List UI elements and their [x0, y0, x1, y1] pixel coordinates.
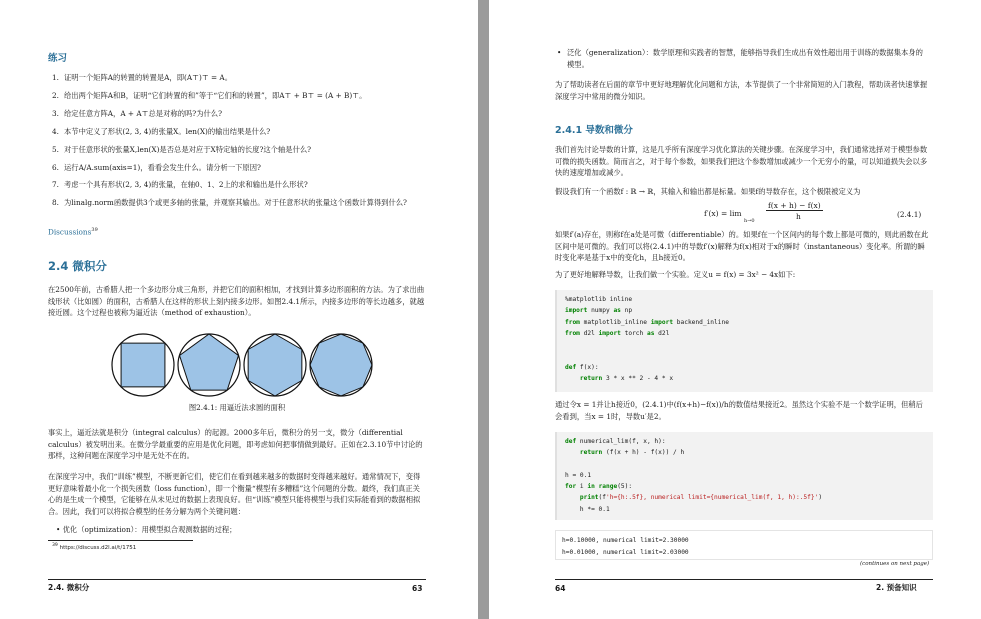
exercise-number: 4.: [52, 126, 59, 136]
section-title: 2.4 微积分: [48, 259, 107, 273]
paragraph-limit: 通过令x = 1并让h接近0，(2.4.1)中(f(x+h)−f(x))/h的数值结果接近2。虽然这个实验不是一个数学证明，但稍后会看到，当x = 1时，导数u′是2。: [555, 400, 923, 421]
exercise-text: 本节中定义了形状(2, 3, 4)的张量X。len(X)的输出结果是什么?: [64, 126, 271, 136]
code-line: from d2l import torch as d2l: [565, 329, 670, 337]
code-line: print(f'h={h:.5f}, numerical limit={numerical_lim(f, 1, h):.5f}'): [579, 494, 823, 502]
exercise-number: 8.: [52, 198, 59, 208]
exercise-item: [48, 126, 438, 137]
bullet-optimization: • 优化（optimization）：用模型拟合观测数据的过程；: [56, 525, 237, 534]
footnote-rule: [48, 540, 193, 541]
exercise-item: [48, 197, 438, 208]
code-line: %matplotlib inline: [565, 296, 633, 303]
paragraph-differentiable: 如果f′(a)存在，则称f在a处是可微（differentiable）的。如果f在一个区间内的每个数上都是可微的，则此函数在此区间中是可微的。我们可以将(2.4.1)中的导数f′(x)解释为f(x)相对于x的瞬时（instantaneous）变化率。所谓的瞬时变化率是基于x中的变化h，且h接近0。: [555, 230, 929, 263]
exercise-text: 为linalg.norm函数提供3个或更多轴的张量，并观察其输出。对于任意形状的张量这个函数计算得到什么?: [64, 198, 407, 208]
page-number: 63: [412, 584, 423, 593]
exercises-heading: 练习: [48, 53, 68, 64]
footer-chapter: 2. 预备知识: [876, 583, 917, 592]
right-page: • 泛化（generalization）：数学原理和实践者的智慧，能够指导我们生成出有效性超出用于训练的数据集本身的模型。 为了帮助读者在后面的章节中更好地理解优化问题和方法，本节提供了一个非常简短的入门教程，帮助读者快速掌握深度学习中常用的微分知识。 2.4.1 导数和微分 我们首先讨论导数的计算，这是几乎所有深度学习优化算法的关键步骤。在深度学习中，我们通常选择对于模型参数可微的损失函数。简而言之，对于每个参数，如果我们把这个参数增加或减少一个无穷小的量，可以知道损失会以多快的速度增加或减少。 假设我们有一个函数f : ℝ → ℝ，其输入和输出都是标量。如果f的导数存在，这个极限被定义为 f′(x) = lim h→0 f(x + h) − f(x) h (2.4.1) 如果f′(a)存在，则称f在a处是可微（differentiable）的。如果f在一个区间内的每个数上都是可微的，则此函数在此区间中是可微的。我们可以将(2.4.1)中的导数f′(x)解释为f(x)相对于x的瞬时（instantaneous）变化率。所谓的瞬时变化率是基于x中的变化h，且h接近0。 为了更好地解释导数，让我们做一个实验。定义u = f(x) = 3x² − 4x如下: %matplotlib inline import numpy as np from matplotlib_inline import backend_inline from d2l import torch as d2l def f(x): return 3 * x ** 2 - 4 * x 通过令x = 1并让h接近0，(2.4.1)中(f(x+h)−f(x))/h的数值结果接近2。虽然这个实验不是一个数学证明，但稍后会看到，当x = 1时，导数u′是2。 def numerical_lim(f, x, h): return (f(x + h) - f(x)) / h h = 0.1 for i in range(5): print(f'h={h:.5f}, numerical limit={numerical_lim(f, 1, h):.5f}') h *= 0.1 h=0.10000, numerical limit=2.30000 h=0.01000, numerical limit=2.03000 (continues on next page) 64 2. 预备知识: [489, 0, 981, 619]
figure-caption: 图2.4.1: 用逼近法求圆的面积: [188, 403, 286, 412]
code-line: h *= 0.1: [565, 505, 610, 513]
exercise-text: 给定任意方阵A，A + A⊤总是对称的吗?为什么?: [64, 108, 222, 118]
discussions-link[interactable]: Discussions$^{39}$: [48, 227, 98, 237]
inscribed-polygon-4: [121, 343, 165, 387]
page-number: 64: [555, 584, 566, 593]
footnote-url[interactable]: https://discuss.d2l.ai/t/1751: [59, 544, 137, 551]
footer-rule: [555, 579, 933, 580]
code-line: def numerical_lim(f, x, h):: [565, 438, 666, 445]
exercise-number: 2.: [52, 90, 59, 100]
exercise-list: [48, 72, 438, 215]
footer-rule: [48, 579, 426, 580]
paragraph-training: 在深度学习中，我们“训练”模型，不断更新它们，使它们在看到越来越多的数据时变得越来越好。通常情况下，变得更好意味着最小化一个损失函数（loss function），即一个衡量“模型有多糟糕”这个问题的分数。最终，我们真正关心的是生成一个模型，它能够在从未见过的数据上表现良好。但“训练”模型只能将模型与我们实际能看到的数据相拟合。因此，我们可以将拟合模型的任务分解为两个关键问题：: [48, 472, 421, 516]
code-line: [565, 350, 925, 361]
code-line: return (f(x + h) - f(x)) / h: [579, 449, 685, 457]
code-line: import numpy as np: [565, 307, 633, 315]
inscribed-polygons-figure: [110, 332, 380, 398]
code-line: return 3 * x ** 2 - 4 * x: [579, 375, 674, 383]
exercise-text: 证明一个矩阵A的转置的转置是A，即(A⊤)⊤ = A。: [64, 73, 232, 82]
exercise-item: [48, 179, 438, 190]
exercise-number: 6.: [52, 162, 59, 172]
exercise-text: 给出两个矩阵A和B，证明“它们转置的和”等于“它们和的转置”，即A⊤ + B⊤ = (A + B)⊤。: [64, 90, 367, 100]
exercise-text: 考虑一个具有形状(2, 3, 4)的张量，在轴0、1、2上的求和输出是什么形状?: [64, 180, 308, 190]
code-cell-define-f[interactable]: [555, 290, 933, 392]
exercise-text: 对于任意形状的张量X,len(X)是否总是对应于X特定轴的长度?这个轴是什么?: [64, 144, 312, 154]
paragraph-calculus: 事实上，逼近法就是积分（integral calculus）的起源。2000多年后，微积分的另一支，微分（differential calculus）被发明出来。在微分学最重要的应用是优化问题，即考虑如何把事情做到最好。正如在2.3.10节中讨论的那样，这种问题在深度学习中是无处不在的。: [48, 428, 423, 461]
paragraph-derivative: 我们首先讨论导数的计算，这是几乎所有深度学习优化算法的关键步骤。在深度学习中，我们通常选择对于模型参数可微的损失函数。简而言之，对于每个参数，如果我们把这个参数增加或减少一个无穷小的量，可以知道损失会以多快的速度增加或减少。: [555, 145, 928, 178]
code-line: def f(x):: [565, 363, 599, 371]
code-cell-numerical-lim[interactable]: [555, 432, 933, 520]
exercise-item: [48, 90, 438, 101]
exercise-text: 运行A/A.sum(axis=1)，看看会发生什么。请分析一下原因?: [64, 162, 261, 172]
exercise-item: [48, 72, 438, 83]
exercise-number: 5.: [52, 144, 59, 154]
exercise-item: [48, 108, 438, 119]
code-line: h = 0.1: [565, 471, 592, 479]
code-line: [565, 339, 925, 350]
paragraph-experiment: 为了更好地解释导数，让我们做一个实验。定义u = f(x) = 3x² − 4x如下:: [555, 270, 796, 279]
equation-label: (2.4.1): [897, 210, 922, 219]
exercise-item: [48, 144, 438, 155]
paragraph-intro: 在2500年前，古希腊人把一个多边形分成三角形，并把它们的面积相加，才找到计算多边形面积的方法。为了求出曲线形状（比如圆）的面积，古希腊人在这样的形状上刻内接多边形。如图2.4.1所示，内接多边形的等长边越多，就越接近圆。这个过程也被称为逼近法（method of exhaustion）。: [48, 285, 425, 318]
footer-section: 2.4. 微积分: [48, 583, 90, 592]
exercise-item: [48, 162, 438, 173]
footnote: $^{39}$ https://discuss.d2l.ai/t/1751: [52, 543, 137, 551]
paragraph-intro: 为了帮助读者在后面的章节中更好地理解优化问题和方法，本节提供了一个非常简短的入门教程，帮助读者快速掌握深度学习中常用的微分知识。: [555, 80, 928, 101]
continues-note: (continues on next page): [860, 561, 930, 567]
exercise-number: 1.: [52, 73, 59, 82]
subsection-title: 2.4.1 导数和微分: [555, 125, 633, 136]
output-line: h=0.01000, numerical limit=2.03000: [562, 549, 689, 556]
output-line: h=0.10000, numerical limit=2.30000: [562, 537, 689, 544]
exercise-number: 3.: [52, 108, 59, 118]
exercise-number: 7.: [52, 180, 59, 190]
code-line: from matplotlib_inline import backend_inline: [565, 318, 729, 326]
code-line: [565, 459, 925, 470]
left-page: [0, 0, 478, 619]
code-output: [555, 530, 933, 560]
paragraph-function: 假设我们有一个函数f : ℝ → ℝ，其输入和输出都是标量。如果f的导数存在，这个极限被定义为: [555, 187, 861, 196]
bullet-generalization: • 泛化（generalization）：数学原理和实践者的智慧，能够指导我们生成出有效性超出用于训练的数据集本身的模型。: [557, 48, 923, 69]
inscribed-polygon-6: [248, 334, 302, 396]
code-line: for i in range(5):: [565, 483, 633, 491]
